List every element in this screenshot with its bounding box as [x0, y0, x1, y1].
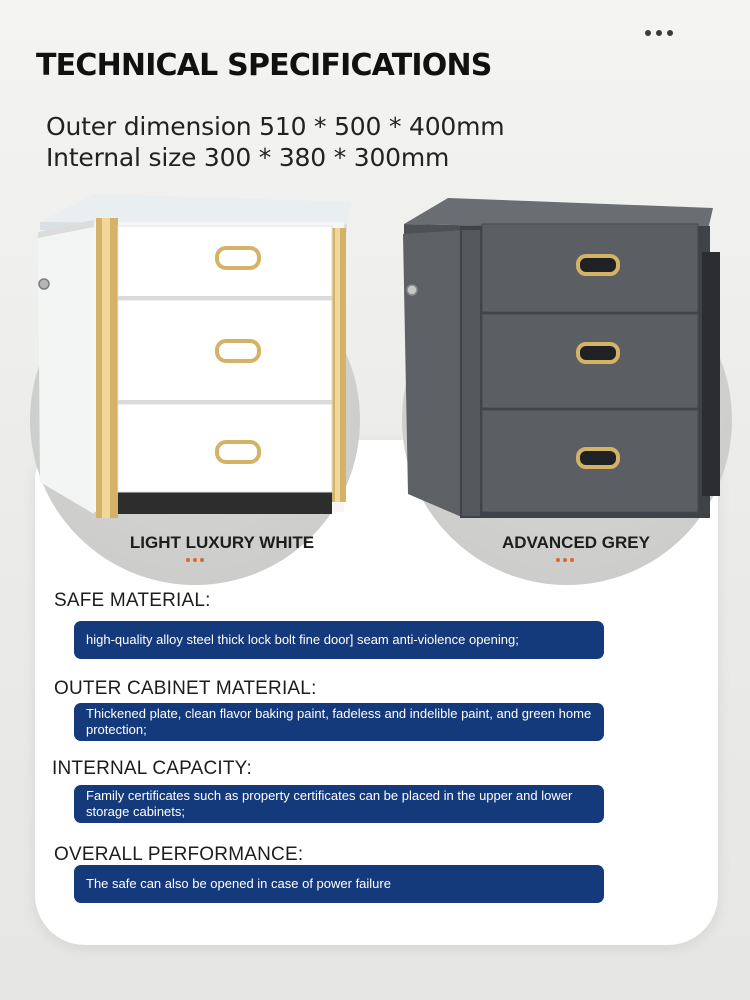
accent-dots-icon — [556, 558, 574, 562]
page-title: TECHNICAL SPECIFICATIONS — [36, 48, 492, 83]
safe-material-text: high-quality alloy steel thick lock bolt fine door] seam anti-violence opening; — [74, 621, 604, 659]
more-dots-icon[interactable] — [645, 30, 673, 36]
internal-capacity-title: INTERNAL CAPACITY: — [52, 758, 252, 779]
outer-dimension: Outer dimension 510 * 500 * 400mm — [46, 112, 505, 141]
grey-cabinet-image — [398, 194, 723, 524]
overall-performance-text: The safe can also be opened in case of power failure — [74, 865, 604, 903]
accent-dots-icon — [186, 558, 204, 562]
variant-label-grey: ADVANCED GREY — [502, 533, 650, 552]
variant-label-white: LIGHT LUXURY WHITE — [129, 533, 315, 552]
safe-material-title: SAFE MATERIAL: — [54, 590, 211, 611]
overall-performance-title: OVERALL PERFORMANCE: — [54, 844, 304, 865]
internal-size: Internal size 300 * 380 * 300mm — [46, 143, 450, 172]
white-cabinet-image — [32, 192, 362, 524]
outer-cabinet-material-title: OUTER CABINET MATERIAL: — [54, 678, 317, 699]
internal-capacity-text: Family certificates such as property certificates can be placed in the upper and lower storage cabinets; — [74, 785, 604, 823]
outer-cabinet-material-text: Thickened plate, clean flavor baking paint, fadeless and indelible paint, and green home protection; — [74, 703, 604, 741]
